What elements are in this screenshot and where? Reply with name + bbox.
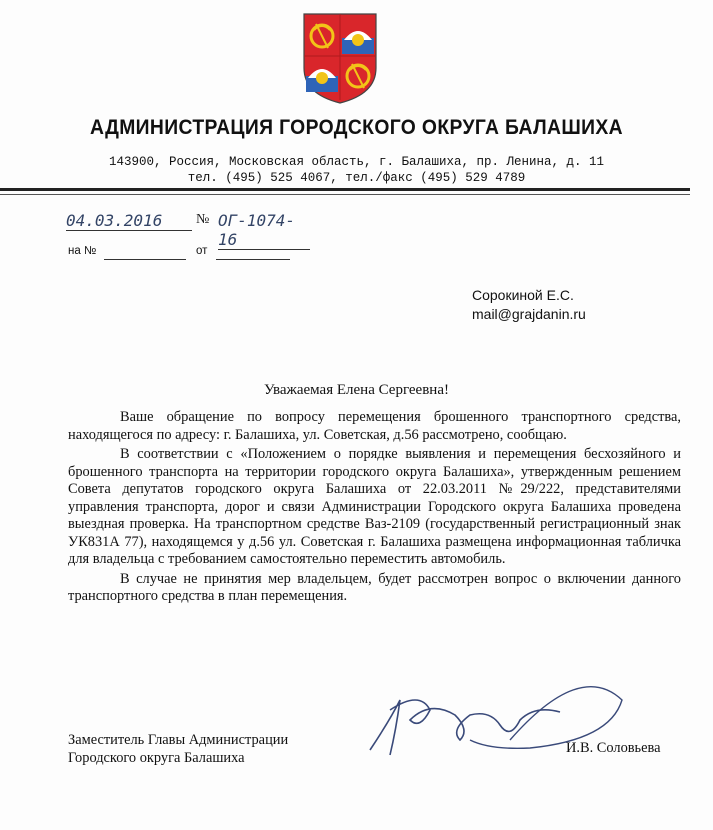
letter-paragraph: В случае не принятия мер владельцем, будет рассмотрен вопрос о включении данного транспортного средства в план перемещения. — [68, 570, 681, 604]
reference-date-blank — [216, 259, 290, 260]
registration-number-label: № — [196, 212, 210, 227]
signer-position-line2: Городского округа Балашиха — [68, 750, 245, 766]
reference-number-blank — [104, 259, 186, 260]
letter-body — [68, 409, 681, 608]
recipient-block — [472, 286, 586, 324]
coat-of-arms-icon — [300, 10, 380, 106]
salutation: Уважаемая Елена Сергеевна! — [264, 382, 449, 398]
letter-paragraph: В соответствии с «Положением о порядке выявления и перемещения бесхозяйного и брошенного транспорта на территории городского округа Балашиха», утвержденным решением Совета депутатов городского округа Балашиха от 22.03.2011 №29/222, представителями управления транспорта, дорог и связи Администрации Городского округа Балашиха проведена выездная проверка. На транспортном средстве Ваз-2109 (государственный регистрационный знак УК831А 77), находящемся у д.56 ул. Советская г. Балашиха размещена информационная табличка для владельца с требованием самостоятельно переместить автомобиль. — [68, 446, 681, 567]
organization-phones: тел. (495) 525 4067, тел./факс (495) 529 4789 — [187, 171, 526, 185]
organization-title: АДМИНИСТРАЦИЯ ГОРОДСКОГО ОКРУГА БАЛАШИХА — [90, 116, 623, 139]
signer-name: И.В. Соловьева — [566, 740, 661, 756]
signer-position-line1: Заместитель Главы Администрации — [68, 732, 289, 748]
header-divider-thin — [0, 194, 690, 195]
signer-position — [68, 731, 288, 767]
reference-date-label: от — [196, 245, 208, 257]
recipient-name: Сорокиной Е.С. — [472, 287, 574, 303]
header-divider-thick — [0, 188, 690, 191]
reference-number-label: на № — [68, 245, 97, 257]
registration-date: 04.03.2016 — [66, 211, 192, 231]
letter-paragraph: Ваше обращение по вопросу перемещения брошенного транспортного средства, находящегося по адресу: г. Балашиха, ул. Советская, д.56 рассмотрено, сообщаю. — [68, 409, 681, 443]
recipient-email: mail@grajdanin.ru — [472, 306, 586, 322]
registration-number: ОГ-1074-16 — [218, 211, 310, 250]
organization-address: 143900, Россия, Московская область, г. Балашиха, пр. Ленина, д. 11 — [108, 155, 605, 169]
